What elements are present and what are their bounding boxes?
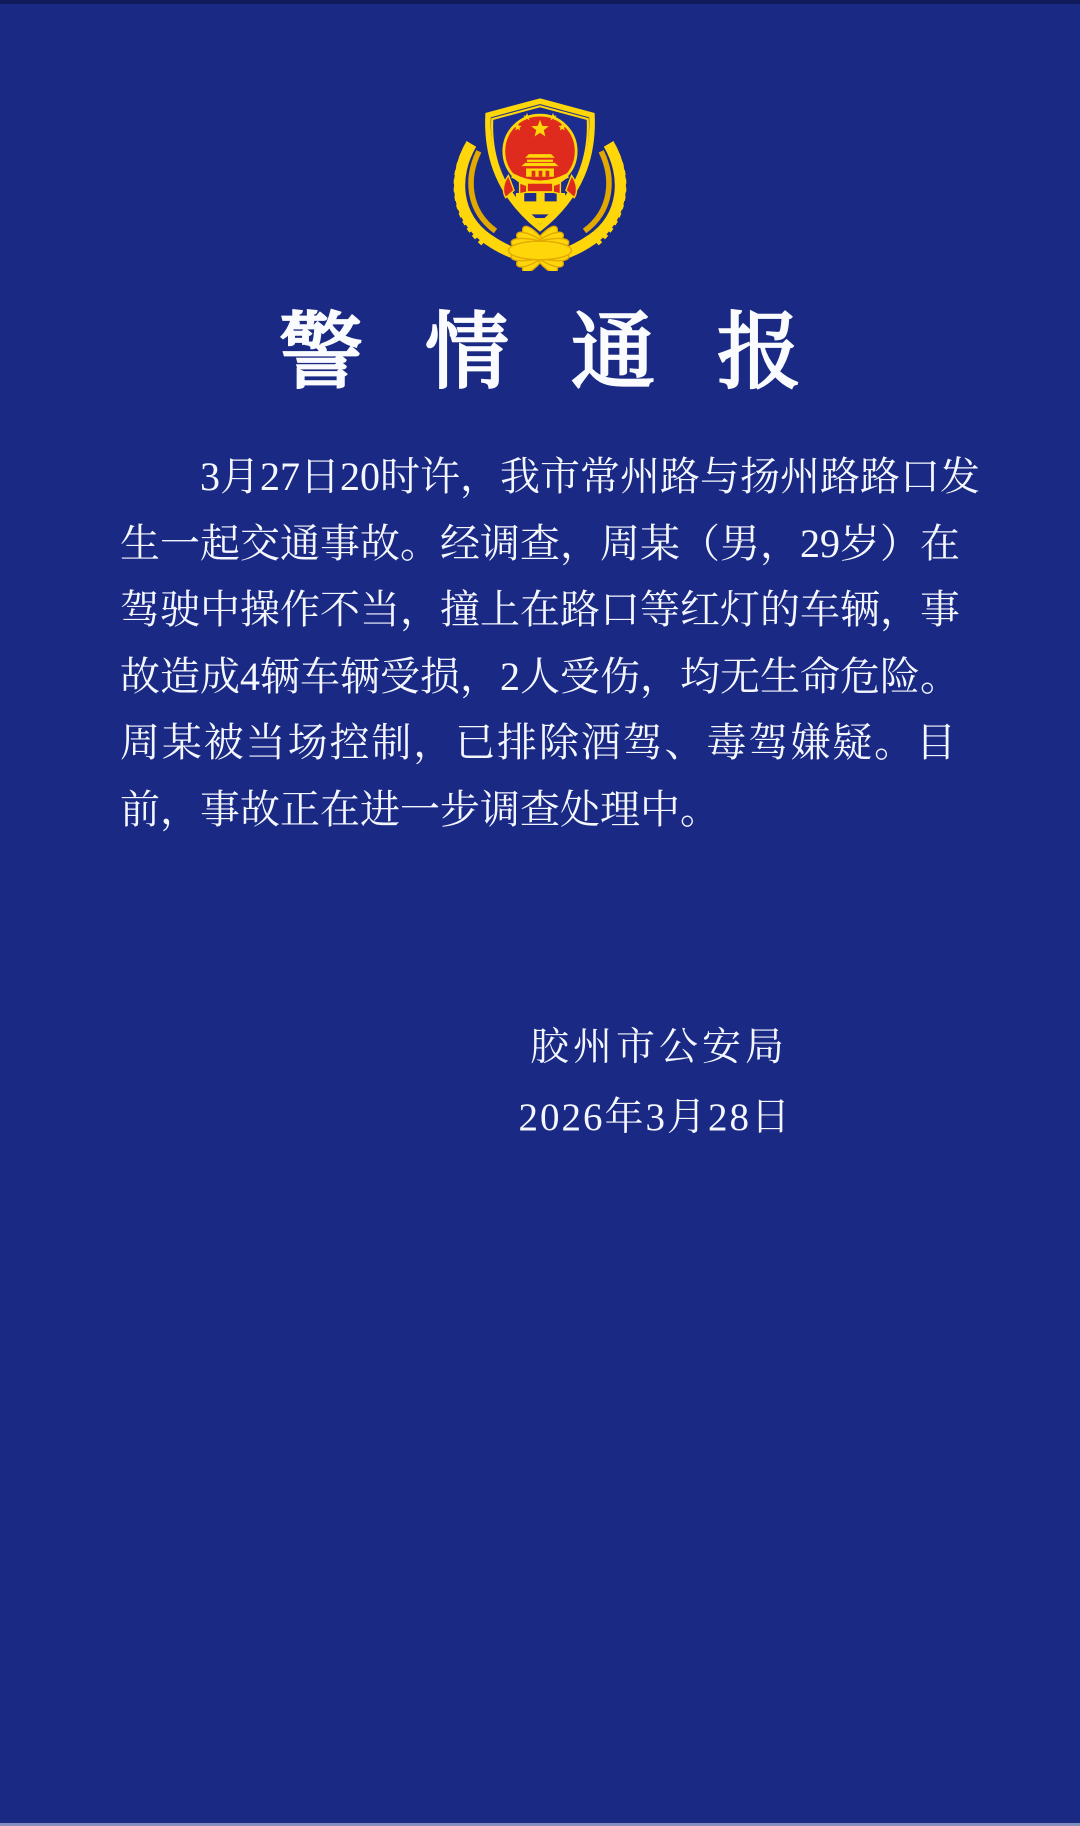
notice-body-line: 周某被当场控制，已排除酒驾、毒驾嫌疑。目	[120, 720, 956, 765]
notice-body-line: 前，事故正在进一步调查处理中。	[120, 786, 720, 832]
notice-body	[120, 444, 980, 843]
issuer-name: 胶州市公安局	[529, 1026, 788, 1069]
notice-title: 警情通报	[278, 307, 863, 400]
notice-body-line: 生一起交通事故。经调查，周某（男，29岁）在	[120, 520, 960, 566]
notice-body-line: 3月27日20时许，我市常州路与扬州路路口发	[120, 454, 980, 499]
police-badge-icon	[438, 90, 642, 271]
top-edge-shadow	[0, 0, 1080, 4]
badge-great-wall	[483, 193, 599, 223]
issue-date: 2026年3月28日	[518, 1096, 792, 1139]
notice-body-line: 驾驶中操作不当，撞上在路口等红灯的车辆，事	[120, 587, 960, 632]
notice-body-line: 故造成4辆车辆受损，2人受伤，均无生命危险。	[120, 653, 960, 699]
